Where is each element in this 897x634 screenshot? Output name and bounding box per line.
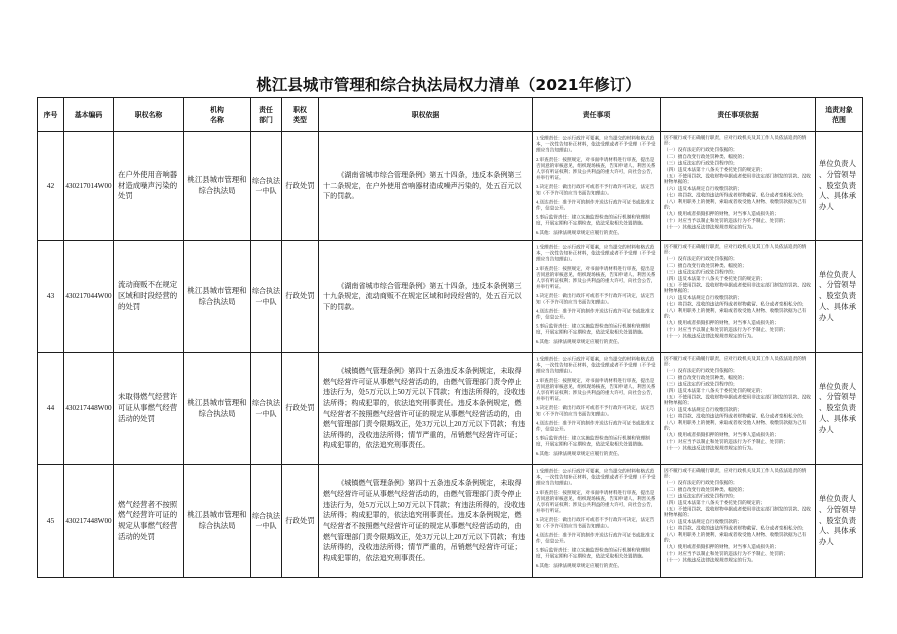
cell-seq: 43 [38,241,64,353]
duty-basis-item: （九）使用或者损毁扣押的财物，对当事人造成损失的； [664,211,779,217]
table-row [38,241,863,353]
duty-basis-item: 因不履行或不正确履行职责，应对行政机关及其工作人员依法追责的情形： [664,356,807,367]
duty-basis-item: （十一）其他违反法律法规规章规定的行为。 [664,224,756,230]
cell-dept: 综合执法一中队 [251,353,282,465]
cell-org: 桃江县城市管理和综合执法局 [184,465,251,578]
duty-basis-item: （五）不使用罚款、没收财物单据或者使用非法定部门制发的罚款、没收财物单据的； [664,173,811,185]
duty-basis-item: （二）擅自改变行政处罚种类、幅度的； [664,486,747,492]
table-row [38,465,863,578]
duty-basis-item: 因不履行或不正确履行职责，应对行政机关及其工作人员依法追责的情形： [664,244,807,255]
duty-basis-item: （九）使用或者损毁扣押的财物，对当事人造成损失的； [664,320,779,326]
duty-basis-item: （八）利用职务上的便利，索取或者收受他人财物、收缴罚款据为己有的； [664,308,807,319]
table-row [38,132,863,241]
duty-item: 2.审查责任：按照规定，对书面申请材料进行审查，提出是否同意的审核意见，组织现场核查，告知申请人、利害关系人享有听证权利；涉及公共利益的重大许可，向社会公告，并举行听证。 [536,489,656,514]
cell-basis: 《湖南省城市综合管理条例》第五十四条，违反本条例第三十九条规定，流动商贩不在规定区域和时段经营的，处五百元以下的罚款。 [319,241,533,353]
header-dept-label: 责任部门 [259,105,273,124]
duty-item: 6.其他：法律法规规章规定应履行的责任。 [536,562,623,568]
header-org-label: 机构名称 [210,105,224,124]
duty-basis-item: （四）违反本法第十八条关于委托处罚的规定的； [664,388,766,394]
cell-power-name: 未取得燃气经营许可证从事燃气经营活动的处罚 [114,353,184,465]
duty-basis-list [664,356,813,452]
duty-basis-item: （六）违反本法规定自行收缴罚款的； [664,518,743,524]
duty-item: 5.事后监管责任：建立实施监督检查的运行机制和管理制度，开展定期和不定期检查，依法采取相关处置措施。 [536,323,650,335]
duty-item: 2.审查责任：按照规定，对书面申请材料进行审查，提出是否同意的审核意见，组织现场核查，告知申请人、利害关系人享有听证权利；涉及公共利益的重大许可，向社会公告，并举行听证。 [536,156,656,181]
cell-org: 桃江县城市管理和综合执法局 [184,132,251,241]
duty-basis-item: （二）擅自改变行政处罚种类、幅度的； [664,374,747,380]
cell-duty-basis [661,132,816,241]
header-type-label: 职权类型 [293,105,307,124]
cell-type: 行政处罚 [282,241,319,353]
duty-item: 3.决定责任：做出行政许可或者不予行政许可决定，法定告知（不予许可的应当书面告知理由）。 [536,405,655,417]
duties-list [536,244,658,347]
duty-basis-item: （一）没有法定的行政处罚依据的； [664,256,738,262]
cell-code: 430217044W00 [64,241,114,353]
cell-duty-basis [661,465,816,578]
duty-item: 3.决定责任：做出行政许可或者不予行政许可决定，法定告知（不予许可的应当书面告知理由）。 [536,184,655,196]
power-list-table [37,97,863,578]
header-name: 职权名称 [114,98,184,132]
cell-seq: 44 [38,353,64,465]
header-seq: 序号 [38,98,64,132]
duty-basis-item: （十一）其他违反法律法规规章规定的行为。 [664,333,756,339]
header-dept [251,98,282,132]
cell-type: 行政处罚 [282,132,319,241]
duty-basis-item: （五）不使用罚款、没收财物单据或者使用非法定部门制发的罚款、没收财物单据的； [664,506,811,518]
duty-basis-item: （四）违反本法第十八条关于委托处罚的规定的； [664,276,766,282]
duty-basis-item: （三）违反法定的行政处罚程序的； [664,269,738,275]
cell-seq: 42 [38,132,64,241]
duty-item: 1.受理责任：公示行政许可要素，应当提交的材料和格式范本，一次性告知补正材料，依法受理或者不予受理（不予受理应当告知理由）。 [536,468,656,486]
duty-item: 6.其他：法律法规规章规定应履行的责任。 [536,338,623,344]
cell-dept: 综合执法一中队 [251,132,282,241]
duty-basis-item: （八）利用职务上的便利，索取或者收受他人财物、收缴罚款据为己有的； [664,420,807,431]
header-accountable-label: 追责对象范围 [825,105,853,124]
duty-basis-item: （四）违反本法第十八条关于委托处罚的规定的； [664,500,766,506]
page-title: 桃江县城市管理和综合执法局权力清单（2021年修订） [256,76,641,94]
duty-item: 1.受理责任：公示行政许可要素，应当提交的材料和格式范本，一次性告知补正材料，依法受理或者不予受理（不予受理应当告知理由）。 [536,244,656,262]
duty-item: 5.事后监管责任：建立实施监督检查的运行机制和管理制度，开展定期和不定期检查，依法采取相关处置措施。 [536,547,650,559]
cell-dept: 综合执法一中队 [251,241,282,353]
duty-item: 4.送达责任：准予许可的制作并送达行政许可证书或批准文件，信息公开。 [536,532,655,544]
duty-basis-item: （七）将罚款、没收的违法所得或者财物截留、私分或者变相私分的； [664,192,807,198]
cell-type: 行政处罚 [282,353,319,465]
duty-item: 4.送达责任：准予许可的制作并送达行政许可证书或批准文件，信息公开。 [536,308,655,320]
duty-basis-item: （二）擅自改变行政处罚种类、幅度的； [664,262,747,268]
cell-org: 桃江县城市管理和综合执法局 [184,241,251,353]
cell-org: 桃江县城市管理和综合执法局 [184,353,251,465]
duty-basis-item: （十一）其他违反法律法规规章规定的行为。 [664,445,756,451]
duty-basis-item: （一）没有法定的行政处罚依据的； [664,147,738,153]
header-duty-basis: 责任事项依据 [661,98,816,132]
duty-basis-item: （一）没有法定的行政处罚依据的； [664,480,738,486]
duty-basis-item: （六）违反本法规定自行收缴罚款的； [664,185,743,191]
cell-duties [533,241,661,353]
duty-basis-item: （八）利用职务上的便利，索取或者收受他人财物、收缴罚款据为己有的； [664,532,807,543]
duty-item: 2.审查责任：按照规定，对书面申请材料进行审查，提出是否同意的审核意见，组织现场核查，告知申请人、利害关系人享有听证权利；涉及公共利益的重大许可，向社会公告，并举行听证。 [536,265,656,290]
duty-basis-item: （二）擅自改变行政处罚种类、幅度的； [664,153,747,159]
duty-basis-item: （五）不使用罚款、没收财物单据或者使用非法定部门制发的罚款、没收财物单据的； [664,282,811,294]
header-duties: 责任事项 [533,98,661,132]
cell-accountable: 单位负责人、分管领导、股室负责人、具体承办人 [816,465,863,578]
cell-power-name: 在户外使用音响器材造成噪声污染的处罚 [114,132,184,241]
header-basis: 职权依据 [319,98,533,132]
duty-basis-item: （三）违反法定的行政处罚程序的； [664,493,738,499]
duty-basis-item: （九）使用或者损毁扣押的财物，对当事人造成损失的； [664,544,779,550]
cell-code: 430217014W00 [64,132,114,241]
header-code: 基本编码 [64,98,114,132]
cell-duties [533,353,661,465]
cell-power-name: 燃气经营者不按照燃气经营许可证的规定从事燃气经营活动的处罚 [114,465,184,578]
duty-item: 4.送达责任：准予许可的制作并送达行政许可证书或批准文件，信息公开。 [536,420,655,432]
cell-dept: 综合执法一中队 [251,465,282,578]
duty-item: 3.决定责任：做出行政许可或者不予行政许可决定，法定告知（不予许可的应当书面告知理由）。 [536,293,655,305]
cell-duty-basis [661,353,816,465]
duty-basis-item: （十）对应当予以制止和处罚的违法行为不予制止、处罚的； [664,326,789,332]
cell-duty-basis [661,241,816,353]
duty-item: 3.决定责任：做出行政许可或者不予行政许可决定，法定告知（不予许可的应当书面告知理由）。 [536,517,655,529]
duty-basis-item: （七）将罚款、没收的违法所得或者财物截留、私分或者变相私分的； [664,525,807,531]
duty-basis-item: （七）将罚款、没收的违法所得或者财物截留、私分或者变相私分的； [664,413,807,419]
duty-basis-item: （十）对应当予以制止和处罚的违法行为不予制止、处罚的； [664,217,789,223]
duty-basis-item: （十）对应当予以制止和处罚的违法行为不予制止、处罚的； [664,438,789,444]
header-org [184,98,251,132]
duties-list [536,135,658,238]
duty-item: 6.其他：法律法规规章规定应履行的责任。 [536,229,623,235]
table-header [38,98,863,132]
duty-basis-item: （三）违反法定的行政处罚程序的； [664,381,738,387]
cell-seq: 45 [38,465,64,578]
duty-basis-item: （九）使用或者损毁扣押的财物，对当事人造成损失的； [664,432,779,438]
duty-item: 1.受理责任：公示行政许可要素，应当提交的材料和格式范本，一次性告知补正材料，依法受理或者不予受理（不予受理应当告知理由）。 [536,356,656,374]
duty-basis-item: （五）不使用罚款、没收财物单据或者使用非法定部门制发的罚款、没收财物单据的； [664,394,811,406]
duty-basis-item: （八）利用职务上的便利，索取或者收受他人财物、收缴罚款据为己有的； [664,199,807,210]
duty-basis-item: （十一）其他违反法律法规规章规定的行为。 [664,557,756,563]
duty-basis-list [664,135,813,231]
cell-type: 行政处罚 [282,465,319,578]
duty-basis-item: （四）违反本法第十八条关于委托处罚的规定的； [664,167,766,173]
header-type [282,98,319,132]
cell-accountable: 单位负责人、分管领导、股室负责人、具体承办人 [816,132,863,241]
duties-list [536,356,658,459]
duty-item: 5.事后监管责任：建立实施监督检查的运行机制和管理制度，开展定期和不定期检查，依法采取相关处置措施。 [536,435,650,447]
duty-item: 6.其他：法律法规规章规定应履行的责任。 [536,450,623,456]
duty-basis-list [664,468,813,564]
duty-basis-item: （七）将罚款、没收的违法所得或者财物截留、私分或者变相私分的； [664,301,807,307]
duty-basis-item: （十）对应当予以制止和处罚的违法行为不予制止、处罚的； [664,550,789,556]
duties-list [536,468,658,571]
header-accountable [816,98,863,132]
cell-basis: 《湖南省城市综合管理条例》第五十四条，违反本条例第三十二条规定，在户外使用音响器材造成噪声污染的，处五百元以下的罚款。 [319,132,533,241]
duty-basis-item: （六）违反本法规定自行收缴罚款的； [664,406,743,412]
duty-item: 1.受理责任：公示行政许可要素，应当提交的材料和格式范本，一次性告知补正材料，依法受理或者不予受理（不予受理应当告知理由）。 [536,135,656,153]
duty-basis-item: 因不履行或不正确履行职责，应对行政机关及其工作人员依法追责的情形： [664,135,807,146]
cell-duties [533,465,661,578]
cell-accountable: 单位负责人、分管领导、股室负责人、具体承办人 [816,353,863,465]
duty-basis-item: 因不履行或不正确履行职责，应对行政机关及其工作人员依法追责的情形： [664,468,807,479]
cell-accountable: 单位负责人、分管领导、股室负责人、具体承办人 [816,241,863,353]
cell-code: 430217448W00 [64,465,114,578]
duty-item: 4.送达责任：准予许可的制作并送达行政许可证书或批准文件，信息公开。 [536,199,655,211]
duty-basis-item: （六）违反本法规定自行收缴罚款的； [664,294,743,300]
cell-code: 430217448W00 [64,353,114,465]
duty-item: 2.审查责任：按照规定，对书面申请材料进行审查，提出是否同意的审核意见，组织现场核查，告知申请人、利害关系人享有听证权利；涉及公共利益的重大许可，向社会公告，并举行听证。 [536,377,656,402]
cell-basis: 《城镇燃气管理条例》第四十五条违反本条例规定，未取得燃气经营许可证从事燃气经营活动的，由燃气管理部门责令停止违法行为，处5万元以上50万元以下罚款；有违法所得的，没收违法所得；构成犯罪的，依法追究刑事责任。违反本条例规定，燃气经营者不按照燃气经营许可证的规定从事燃气经营活动的，由燃气管理部门责令限期改正，处3万元以上20万元以下罚款；有违法所得的，没收违法所得；情节严重的，吊销燃气经营许可证；构成犯罪的，依法追究刑事责任。 [319,465,533,578]
duty-basis-list [664,244,813,340]
cell-basis: 《城镇燃气管理条例》第四十五条违反本条例规定，未取得燃气经营许可证从事燃气经营活动的，由燃气管理部门责令停止违法行为，处5万元以上50万元以下罚款；有违法所得的，没收违法所得；构成犯罪的，依法追究刑事责任。违反本条例规定，燃气经营者不按照燃气经营许可证的规定从事燃气经营活动的，由燃气管理部门责令限期改正，处3万元以上20万元以下罚款；有违法所得的，没收违法所得；情节严重的，吊销燃气经营许可证；构成犯罪的，依法追究刑事责任。 [319,353,533,465]
duty-basis-item: （三）违反法定的行政处罚程序的； [664,160,738,166]
cell-duties [533,132,661,241]
cell-power-name: 流动商贩不在规定区域和时段经营的的处罚 [114,241,184,353]
table-row [38,353,863,465]
duty-basis-item: （一）没有法定的行政处罚依据的； [664,368,738,374]
duty-item: 5.事后监管责任：建立实施监督检查的运行机制和管理制度，开展定期和不定期检查，依法采取相关处置措施。 [536,214,650,226]
